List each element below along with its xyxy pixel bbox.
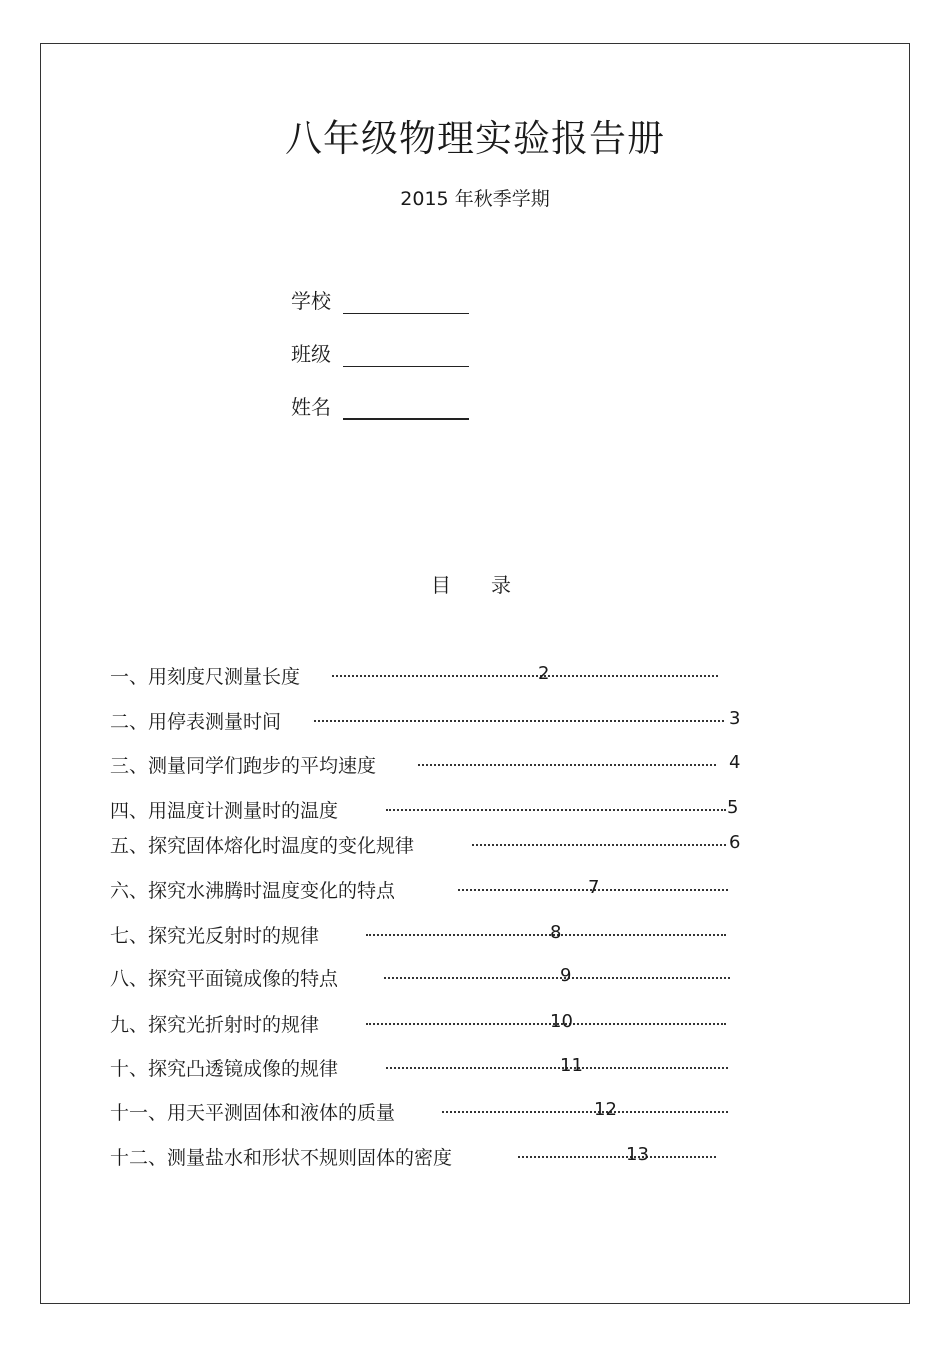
- toc-leader-dots: [384, 977, 730, 979]
- toc-item-label: 九、探究光折射时的规律: [110, 1014, 320, 1036]
- toc-item-page: 6: [729, 832, 741, 853]
- toc-leader-dots: [366, 934, 726, 936]
- toc-leader-dots: [386, 1067, 728, 1069]
- toc-item-page: 3: [729, 708, 741, 729]
- toc-item-label: 三、测量同学们跑步的平均速度: [110, 755, 377, 777]
- toc-item-page: 12: [594, 1099, 617, 1120]
- document-title: 八年级物理实验报告册: [285, 117, 665, 160]
- toc-leader-dots: [442, 1111, 728, 1113]
- name-blank-line[interactable]: [343, 396, 469, 420]
- toc-item[interactable]: [110, 662, 750, 686]
- toc-item-label: 五、探究固体熔化时温度的变化规律: [110, 835, 415, 857]
- toc-item-label: 八、探究平面镜成像的特点: [110, 968, 339, 990]
- school-field[interactable]: [291, 284, 469, 314]
- toc-item-page: 7: [588, 877, 600, 898]
- toc-item-page: 11: [560, 1055, 583, 1076]
- class-field[interactable]: [291, 337, 469, 367]
- toc-item[interactable]: [110, 751, 750, 775]
- toc-leader-dots: [518, 1156, 716, 1158]
- toc-item-page: 8: [550, 922, 562, 943]
- toc-leader-dots: [386, 809, 726, 811]
- class-label: 班级: [291, 342, 331, 366]
- toc-item-label: 七、探究光反射时的规律: [110, 925, 320, 947]
- school-label: 学校: [291, 289, 331, 313]
- name-label: 姓名: [291, 395, 331, 419]
- toc-leader-dots: [472, 844, 726, 846]
- toc-item[interactable]: [110, 1054, 750, 1078]
- toc-item[interactable]: [110, 1098, 750, 1122]
- toc-item[interactable]: [110, 964, 750, 988]
- name-field[interactable]: [291, 390, 469, 420]
- toc-item-label: 十、探究凸透镜成像的规律: [110, 1058, 339, 1080]
- toc-leader-dots: [314, 720, 724, 722]
- toc-item-label: 二、用停表测量时间: [110, 711, 282, 733]
- toc-item[interactable]: [110, 876, 750, 900]
- toc-item-page: 5: [727, 797, 739, 818]
- toc-leader-dots: [418, 764, 716, 766]
- toc-item-label: 一、用刻度尺测量长度: [110, 666, 301, 688]
- toc-item-page: 4: [729, 752, 741, 773]
- toc-item-label: 十一、用天平测固体和液体的质量: [110, 1102, 396, 1124]
- toc-item[interactable]: [110, 921, 750, 945]
- toc-heading: 目录: [431, 573, 551, 597]
- toc-item-page: 10: [550, 1011, 573, 1032]
- toc-item[interactable]: [110, 1143, 750, 1167]
- toc-item-page: 2: [538, 663, 550, 684]
- toc-item-label: 四、用温度计测量时的温度: [110, 800, 339, 822]
- school-blank-line[interactable]: [343, 291, 469, 314]
- toc-leader-dots: [366, 1023, 726, 1025]
- toc-item-label: 六、探究水沸腾时温度变化的特点: [110, 880, 396, 902]
- toc-leader-dots: [332, 675, 718, 677]
- toc-item-page: 9: [560, 965, 572, 986]
- toc-item[interactable]: [110, 796, 750, 820]
- toc-item[interactable]: [110, 707, 750, 731]
- toc-item-page: 13: [626, 1144, 649, 1165]
- toc-item[interactable]: [110, 831, 750, 855]
- toc-item[interactable]: [110, 1010, 750, 1034]
- class-blank-line[interactable]: [343, 344, 469, 367]
- toc-item-label: 十二、测量盐水和形状不规则固体的密度: [110, 1147, 453, 1169]
- semester-subtitle: 2015 年秋季学期: [400, 188, 550, 210]
